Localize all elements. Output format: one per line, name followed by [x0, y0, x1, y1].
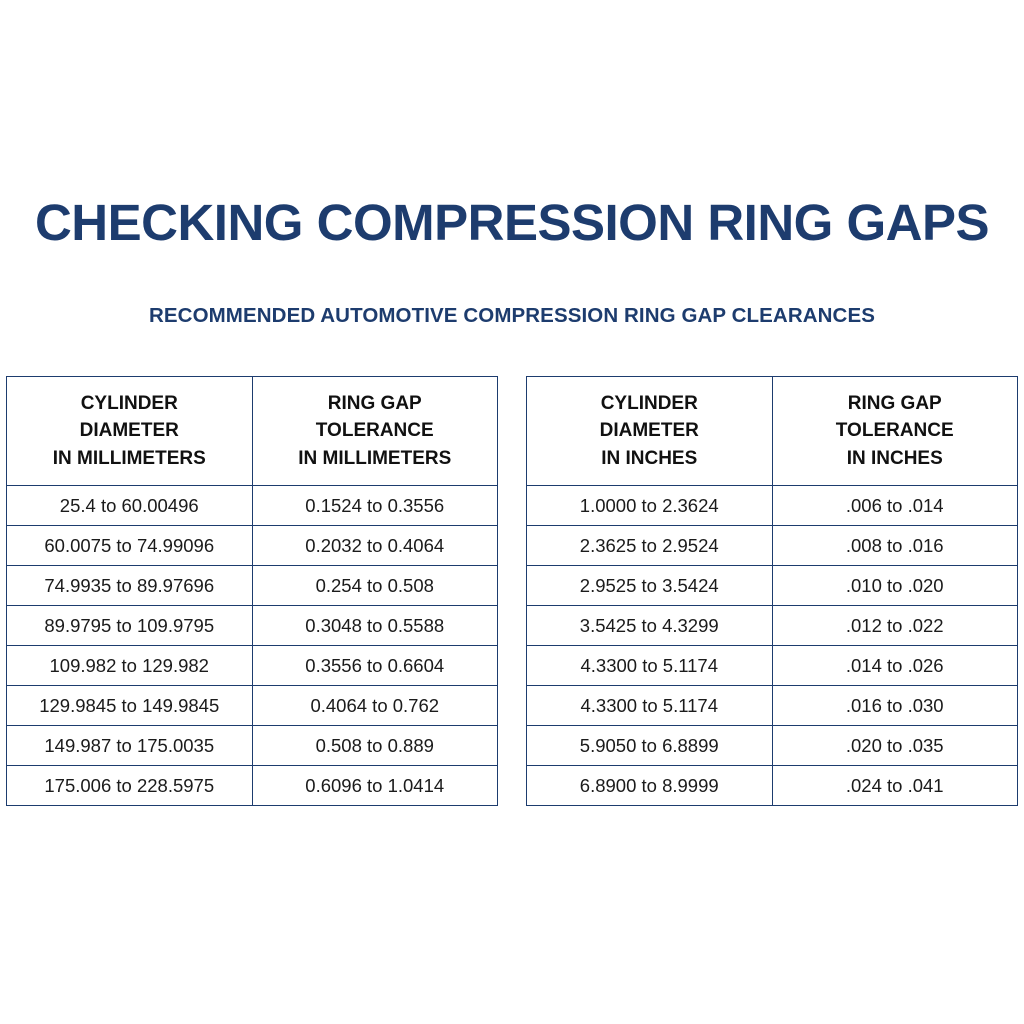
cell-diameter: 149.987 to 175.0035 [7, 726, 253, 766]
cell-tolerance: .008 to .016 [772, 526, 1018, 566]
header-line-2: DIAMETER [79, 420, 179, 442]
table-row [527, 646, 1018, 686]
cell-tolerance: 0.508 to 0.889 [252, 726, 498, 766]
cell-diameter: 3.5425 to 4.3299 [527, 606, 773, 646]
header-line-3: IN INCHES [846, 447, 943, 469]
cell-tolerance: .016 to .030 [772, 686, 1018, 726]
cell-diameter: 129.9845 to 149.9845 [7, 686, 253, 726]
cell-diameter: 109.982 to 129.982 [7, 646, 253, 686]
cell-tolerance: 0.4064 to 0.762 [252, 686, 498, 726]
table-row [527, 486, 1018, 526]
table-row [7, 766, 498, 806]
cell-tolerance: 0.1524 to 0.3556 [252, 486, 498, 526]
cell-tolerance: .014 to .026 [772, 646, 1018, 686]
page-subtitle: RECOMMENDED AUTOMOTIVE COMPRESSION RING GAP CLEARANCES [149, 304, 875, 327]
header-line-1: RING GAP [847, 392, 942, 414]
cell-tolerance: 0.2032 to 0.4064 [252, 526, 498, 566]
cell-tolerance: .010 to .020 [772, 566, 1018, 606]
cell-diameter: 25.4 to 60.00496 [7, 486, 253, 526]
table-header-row [7, 377, 498, 486]
page-title: CHECKING COMPRESSION RING GAPS [34, 194, 990, 251]
table-row [527, 606, 1018, 646]
cell-diameter: 89.9795 to 109.9795 [7, 606, 253, 646]
table-row [527, 766, 1018, 806]
header-line-1: CYLINDER [600, 392, 698, 414]
tables-container [6, 376, 1018, 806]
table-row [7, 566, 498, 606]
cell-tolerance: 0.6096 to 1.0414 [252, 766, 498, 806]
cell-diameter: 4.3300 to 5.1174 [527, 646, 773, 686]
cell-diameter: 4.3300 to 5.1174 [527, 686, 773, 726]
cell-tolerance: 0.254 to 0.508 [252, 566, 498, 606]
table-row [7, 726, 498, 766]
column-header-ring-gap-tolerance-in [772, 377, 1018, 486]
table-row [7, 486, 498, 526]
cell-diameter: 175.006 to 228.5975 [7, 766, 253, 806]
column-header-cylinder-diameter-in [527, 377, 773, 486]
table-row [527, 566, 1018, 606]
cell-tolerance: .012 to .022 [772, 606, 1018, 646]
table-row [527, 686, 1018, 726]
cell-diameter: 6.8900 to 8.9999 [527, 766, 773, 806]
cell-diameter: 74.9935 to 89.97696 [7, 566, 253, 606]
cell-tolerance: .020 to .035 [772, 726, 1018, 766]
cell-diameter: 2.3625 to 2.9524 [527, 526, 773, 566]
cell-diameter: 60.0075 to 74.99096 [7, 526, 253, 566]
table-row [7, 606, 498, 646]
header-line-2: TOLERANCE [315, 420, 434, 442]
table-row [527, 726, 1018, 766]
header-line-1: CYLINDER [80, 392, 178, 414]
cell-diameter: 2.9525 to 3.5424 [527, 566, 773, 606]
table-row [7, 686, 498, 726]
header-line-3: IN INCHES [601, 447, 698, 469]
column-header-cylinder-diameter-mm [7, 377, 253, 486]
cell-tolerance: 0.3048 to 0.5588 [252, 606, 498, 646]
cell-tolerance: .024 to .041 [772, 766, 1018, 806]
imperial-table [526, 376, 1018, 806]
header-line-2: TOLERANCE [835, 420, 954, 442]
column-header-ring-gap-tolerance-mm [252, 377, 498, 486]
cell-diameter: 5.9050 to 6.8899 [527, 726, 773, 766]
metric-table [6, 376, 498, 806]
table-row [527, 526, 1018, 566]
header-line-3: IN MILLIMETERS [298, 447, 452, 469]
cell-diameter: 1.0000 to 2.3624 [527, 486, 773, 526]
cell-tolerance: 0.3556 to 0.6604 [252, 646, 498, 686]
header-line-2: DIAMETER [599, 420, 699, 442]
header-line-1: RING GAP [327, 392, 422, 414]
table-header-row [527, 377, 1018, 486]
header-line-3: IN MILLIMETERS [52, 447, 206, 469]
table-row [7, 646, 498, 686]
table-row [7, 526, 498, 566]
cell-tolerance: .006 to .014 [772, 486, 1018, 526]
